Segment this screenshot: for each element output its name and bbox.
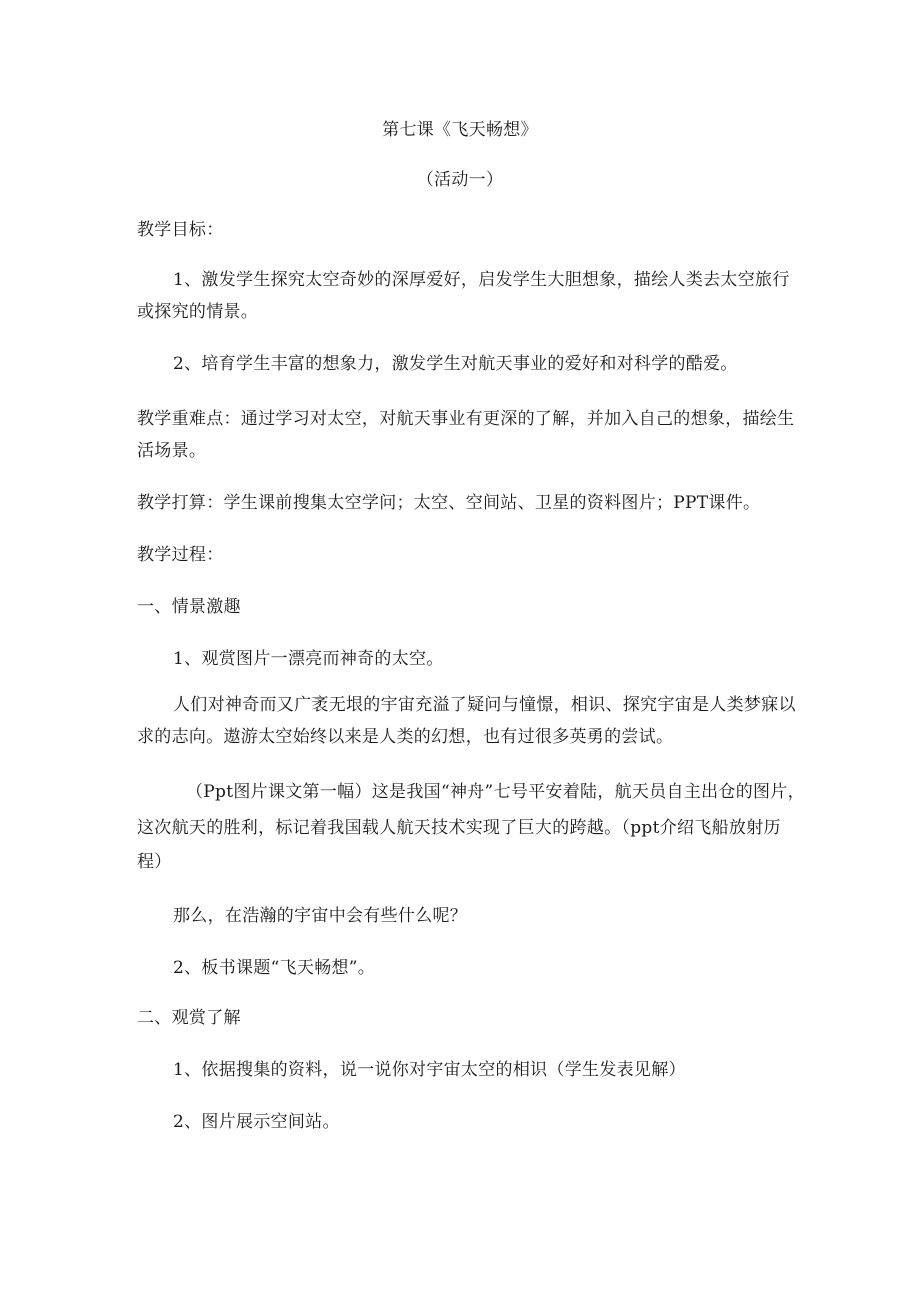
document-subtitle: （活动一） (416, 170, 504, 190)
document-title: 第七课《飞天畅想》 (382, 120, 538, 140)
keypoints-line1: 教学重难点：通过学习对太空，对航天事业有更深的了解，并加入自己的想象，描绘生 (137, 409, 795, 429)
s1-item-1: 1、观赏图片一漂亮而神奇的太空。 (173, 649, 444, 669)
preparation: 教学打算：学生课前搜集太空学问；太空、空间站、卫星的资料图片；PPT课件。 (137, 493, 761, 513)
s2-item-1: 1、依据搜集的资料，说一说你对宇宙太空的相识（学生发表见解） (173, 1060, 686, 1080)
section-2-heading: 二、观赏了解 (137, 1008, 241, 1028)
s1-para-2-line2: 这次航天的胜利，标记着我国载人航天技术实现了巨大的跨越。（ppt介绍飞船放射历 (137, 818, 781, 838)
keypoints-line2: 活场景。 (137, 441, 207, 461)
s1-question: 那么，在浩瀚的宇宙中会有些什么呢？ (173, 906, 468, 926)
s2-item-2: 2、图片展示空间站。 (173, 1112, 340, 1132)
section-1-heading: 一、情景激趣 (137, 597, 241, 617)
s1-para-2-line1: （Ppt图片课文第一幅）这是我国“神舟”七号平安着陆，航天员自主出仓的图片， (186, 782, 805, 802)
objective-1-line2: 或探究的情景。 (137, 302, 259, 322)
objective-1-line1: 1、激发学生探究太空奇妙的深厚爱好，启发学生大胆想象，描绘人类去太空旅行 (173, 270, 790, 290)
objectives-heading: 教学目标： (137, 220, 224, 240)
s1-item-2: 2、板书课题“飞天畅想”。 (173, 958, 376, 978)
s1-para-1-line2: 求的志向。遨游太空始终以来是人类的幻想，也有过很多英勇的尝试。 (137, 727, 674, 747)
s1-para-2-line3: 程） (137, 852, 172, 872)
s1-para-1-line1: 人们对神奇而又广袤无垠的宇宙充溢了疑问与憧憬，相识、探究宇宙是人类梦寐以 (173, 695, 796, 715)
objective-2: 2、培育学生丰富的想象力，激发学生对航天事业的爱好和对科学的酷爱。 (173, 354, 738, 374)
process-heading: 教学过程： (137, 545, 224, 565)
